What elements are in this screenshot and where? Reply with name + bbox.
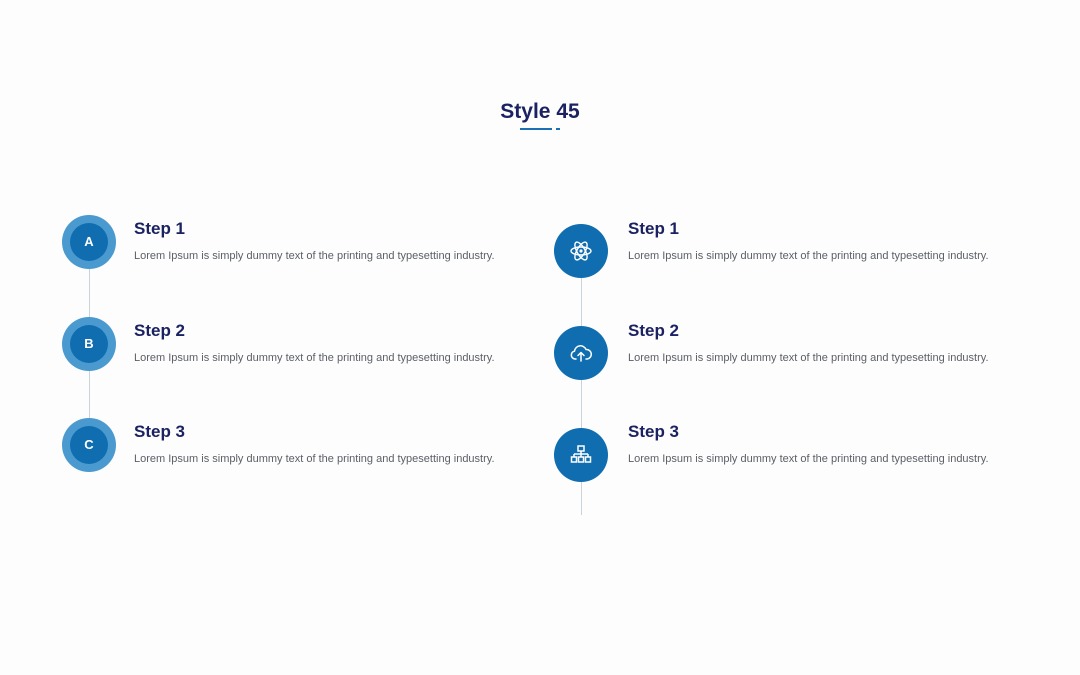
step-title: Step 1 [628, 219, 680, 238]
cloud-upload-icon [554, 326, 608, 380]
left-step-1 [62, 215, 522, 295]
page-title: Style 45 [500, 100, 580, 123]
step-description: Lorem Ipsum is simply dummy text of the printing and typesetting industry. [628, 453, 989, 465]
badge-letter: B [70, 325, 108, 363]
step-title: Step 3 [628, 422, 680, 441]
step-badge [62, 418, 116, 472]
step-description: Lorem Ipsum is simply dummy text of the printing and typesetting industry. [134, 352, 495, 364]
left-step-3 [62, 418, 522, 498]
title-underline-dot [556, 128, 560, 130]
left-step-2 [62, 317, 522, 397]
badge-letter: A [70, 223, 108, 261]
step-badge [62, 215, 116, 269]
badge-letter: C [70, 426, 108, 464]
atom-icon [554, 224, 608, 278]
step-title: Step 2 [628, 321, 680, 340]
step-description: Lorem Ipsum is simply dummy text of the printing and typesetting industry. [134, 250, 495, 262]
step-description: Lorem Ipsum is simply dummy text of the printing and typesetting industry. [134, 453, 495, 465]
step-description: Lorem Ipsum is simply dummy text of the printing and typesetting industry. [628, 250, 989, 262]
step-title: Step 2 [134, 321, 186, 340]
sitemap-icon [554, 428, 608, 482]
step-title: Step 1 [134, 219, 186, 238]
title-underline [520, 128, 552, 130]
step-description: Lorem Ipsum is simply dummy text of the printing and typesetting industry. [628, 352, 989, 364]
step-title: Step 3 [134, 422, 186, 441]
step-badge [62, 317, 116, 371]
